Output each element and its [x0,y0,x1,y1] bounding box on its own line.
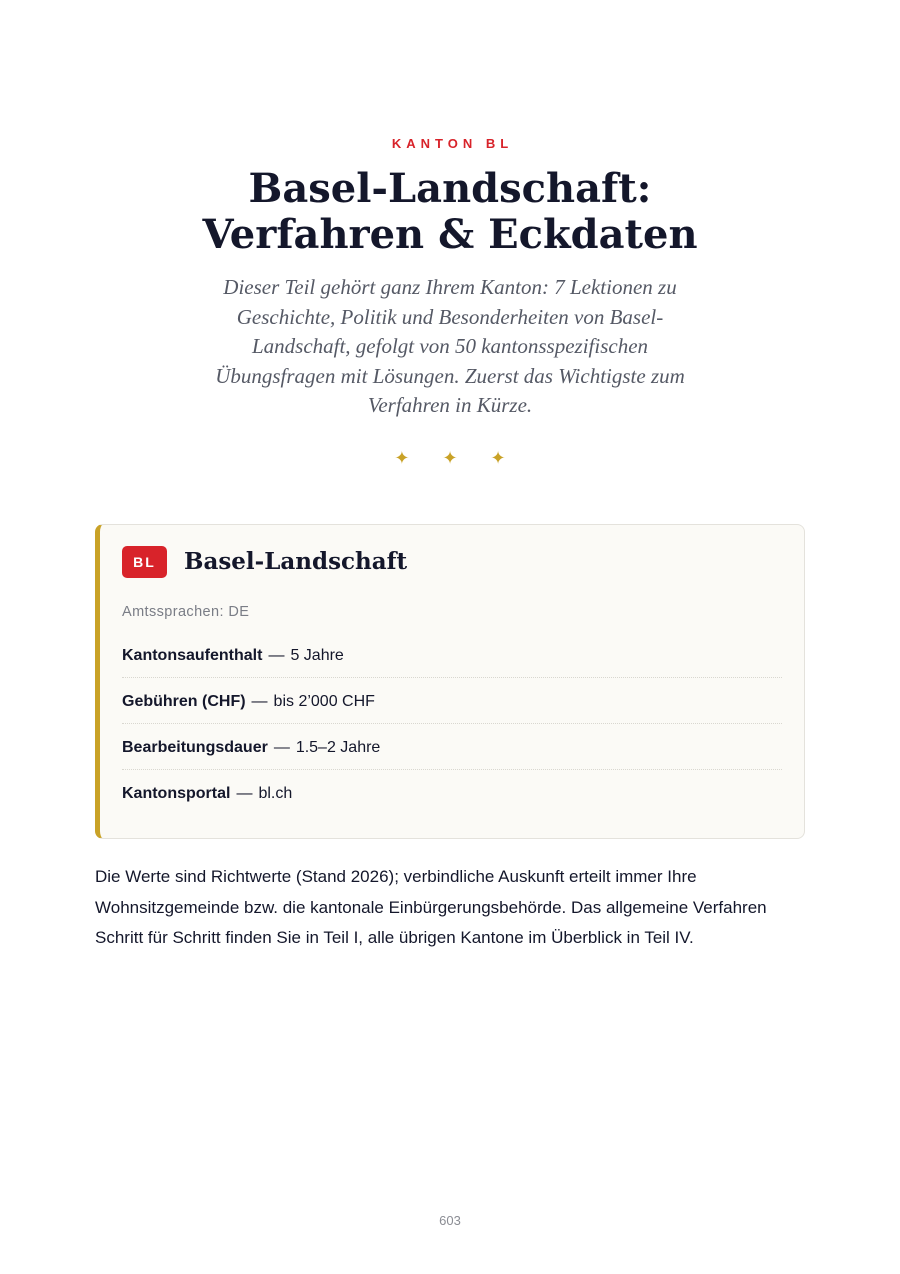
fact-label: Gebühren (CHF) [122,693,246,710]
fact-value: 1.5–2 Jahre [295,739,381,756]
section-eyebrow: KANTON BL [391,136,514,151]
official-languages: Amtssprachen: DE [122,604,250,620]
disclaimer-paragraph: Die Werte sind Richtwerte (Stand 2026); verbindliche Auskunft erteilt immer Ihre Wohnsitzgemeinde bzw. die kantonale Einbürgerungsbehörde. Das allgemeine Verfahren Schritt für Schritt finden Sie in Teil I, alle übrigen Kantone im Überblick in Teil IV. [95,867,767,947]
page-title-line-2: Verfahren & Eckdaten [202,211,698,258]
fact-list [122,632,782,815]
fact-row [122,632,782,678]
fact-row [122,724,782,770]
star-ornament-icon: ✦ ✦ ✦ [394,448,520,468]
page-title-line-1: Basel-Landschaft: [248,165,652,212]
fact-label: Kantonsportal [122,785,231,802]
canton-info-card [95,524,805,839]
page-title [0,166,900,258]
card-header [122,545,782,578]
fact-value: bl.ch [258,785,293,802]
fact-label: Kantonsaufenthalt [122,647,263,664]
fact-label: Bearbeitungsdauer [122,739,268,756]
fact-value: bis 2’000 CHF [273,693,375,710]
card-title: Basel-Landschaft [184,548,408,575]
fact-separator: — [251,693,268,710]
fact-value: 5 Jahre [290,647,344,664]
page-number: 603 [439,1213,461,1228]
fact-separator: — [268,647,285,664]
canton-badge: BL [122,546,167,578]
fact-row [122,770,782,815]
fact-row [122,678,782,724]
fact-separator: — [236,785,253,802]
page-subtitle: Dieser Teil gehört ganz Ihrem Kanton: 7 Lektionen zu Geschichte, Politik und Besonderheiten von Basel-Landschaft, gefolgt von 50 kantonsspezifischen Übungsfragen mit Lösungen. Zuerst das Wichtigste zum Verfahren in Kürze. [215,275,685,417]
fact-separator: — [273,739,290,756]
